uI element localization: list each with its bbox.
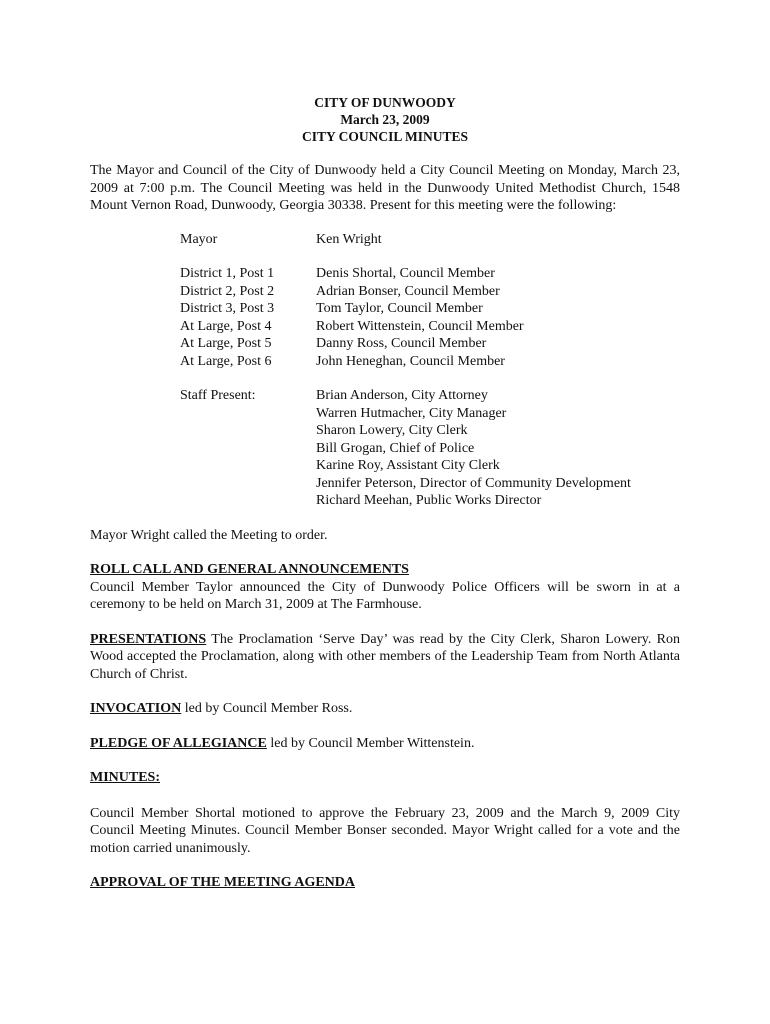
roster-name: Denis Shortal, Council Member [316, 266, 495, 281]
mayor-row [180, 231, 680, 249]
document-page [90, 94, 680, 892]
minutes-text: Council Member Shortal motioned to approve the February 23, 2009 and the March 9, 2009 City Council Meeting Minutes. Council Member Bonser seconded. Mayor Wright called for a vote and the motion carried unanimously. [90, 805, 680, 856]
call-to-order: Mayor Wright called the Meeting to order. [90, 527, 328, 543]
roster-role: At Large, Post 5 [180, 336, 272, 351]
staff-row [180, 440, 680, 458]
roll-call-section [90, 561, 680, 614]
staff-row [180, 492, 680, 510]
roster-name: Ken Wright [316, 231, 382, 247]
roster-role: District 2, Post 2 [180, 283, 275, 299]
staff-row [180, 405, 680, 423]
staff-member: Richard Meehan, Public Works Director [316, 493, 542, 508]
document-title: CITY COUNCIL MINUTES [301, 129, 469, 144]
council-row [180, 265, 680, 283]
staff-member: Karine Roy, Assistant City Clerk [316, 458, 500, 473]
roster-role: At Large, Post 6 [180, 353, 272, 369]
presentations-section [90, 631, 680, 684]
roster-name: John Heneghan, Council Member [316, 353, 505, 369]
intro-paragraph: The Mayor and Council of the City of Dunwoody held a City Council Meeting on Monday, March 23, 2009 at 7:00 p.m. The Council Meeting was held in the Dunwoody United Methodist Church, 1548 Mount Vernon Road, Dunwoody, Georgia 30338. Present for this meeting were the following: [90, 163, 680, 213]
invocation-text: led by Council Member Ross. [181, 701, 353, 716]
roster-name: Robert Wittenstein, Council Member [316, 318, 524, 334]
presentations-heading: PRESENTATIONS [90, 631, 207, 647]
roll-call-heading: ROLL CALL AND GENERAL ANNOUNCEMENTS [90, 562, 409, 577]
staff-row [180, 457, 680, 475]
staff-member: Sharon Lowery, City Clerk [316, 423, 468, 438]
staff-row [180, 422, 680, 440]
pledge-text: led by Council Member Wittenstein. [266, 735, 475, 751]
roster-role: District 1, Post 1 [180, 266, 275, 281]
roster-name: Adrian Bonser, Council Member [316, 283, 500, 299]
attendance-roster [180, 231, 680, 510]
meeting-date: March 23, 2009 [340, 112, 430, 127]
council-row [180, 300, 680, 318]
council-row [180, 353, 680, 371]
council-row [180, 318, 680, 336]
roster-role: Mayor [180, 231, 218, 247]
presentations-text: The Proclamation ‘Serve Day’ was read by the City Clerk, Sharon Lowery. Ron Wood accepted the Proclamation, along with other members of the Leadership Team from North Atlanta Church of Christ. [90, 631, 680, 682]
council-row [180, 335, 680, 353]
minutes-heading: MINUTES: [90, 770, 161, 785]
staff-row [180, 387, 680, 405]
staff-member: Warren Hutmacher, City Manager [316, 405, 507, 421]
staff-label: Staff Present: [180, 388, 256, 403]
pledge-section [90, 735, 680, 753]
invocation-section [90, 700, 680, 718]
invocation-heading: INVOCATION [90, 701, 182, 716]
roster-name: Tom Taylor, Council Member [316, 301, 483, 316]
roll-call-text: Council Member Taylor announced the City of Dunwoody Police Officers will be sworn in at a ceremony to be held on March 31, 2009 at The Farmhouse. [90, 579, 680, 612]
staff-member: Bill Grogan, Chief of Police [316, 440, 475, 456]
staff-member: Brian Anderson, City Attorney [316, 388, 488, 403]
roster-role: District 3, Post 3 [180, 301, 275, 316]
roster-name: Danny Ross, Council Member [316, 336, 487, 351]
city-name: CITY OF DUNWOODY [314, 95, 456, 110]
roster-role: At Large, Post 4 [180, 318, 272, 334]
staff-row [180, 475, 680, 493]
approval-heading: APPROVAL OF THE MEETING AGENDA [90, 875, 356, 890]
council-row [180, 283, 680, 301]
pledge-heading: PLEDGE OF ALLEGIANCE [90, 735, 267, 751]
staff-member: Jennifer Peterson, Director of Community Development [316, 475, 631, 491]
document-header [90, 94, 680, 145]
